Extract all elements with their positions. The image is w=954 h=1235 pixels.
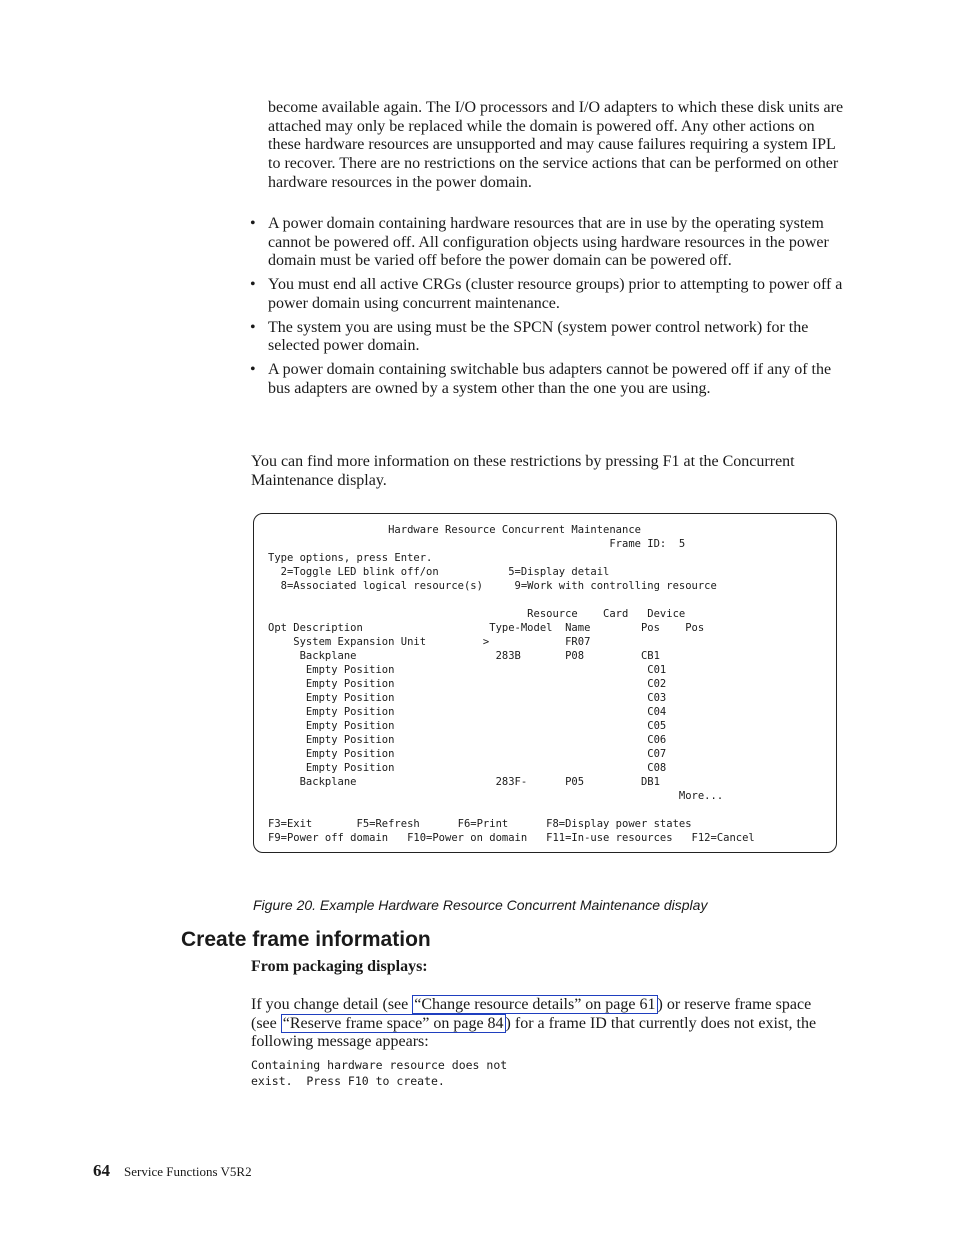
figure-caption: Figure 20. Example Hardware Resource Concurrent Maintenance display <box>253 897 708 913</box>
screen-line: Empty Position C05 <box>268 720 667 732</box>
screen-line: Opt Description Type-Model Name Pos Pos <box>268 622 705 634</box>
screen-line: More... <box>268 790 724 802</box>
screen-line: Empty Position C06 <box>268 734 667 746</box>
screen-line: 8=Associated logical resource(s) 9=Work with controlling resource <box>268 580 717 592</box>
screen-line: Type options, press Enter. <box>268 552 433 564</box>
bullet-icon: • <box>250 318 256 336</box>
screen-line: Empty Position C03 <box>268 692 667 704</box>
restrictions-list <box>250 215 850 403</box>
terminal-screen-text <box>268 523 755 845</box>
screen-line: Hardware Resource Concurrent Maintenance <box>268 524 641 536</box>
list-item: • A power domain containing hardware resources that are in use by the operating system cannot be powered off. All configuration objects using hardware resources in the power domain must be varied off before the power domain can be powered off. <box>250 215 829 270</box>
intro-paragraph: become available again. The I/O processors and I/O adapters to which these disk units are attached may only be replaced while the domain is powered off. Any other actions on these hardware resources are unsupported and may cause failures requiring a system IPL to recover. There are no restrictions on the service actions that can be performed on other hardware resources in the power domain. <box>268 99 844 191</box>
list-item: • The system you are using must be the SPCN (system power control network) for the selected power domain. <box>250 318 809 355</box>
screen-line: Backplane 283F- P05 DB1 <box>268 776 660 788</box>
page-number: 64 <box>93 1161 110 1180</box>
bullet-icon: • <box>250 276 256 294</box>
section-heading: Create frame information <box>181 928 431 951</box>
screen-line: 2=Toggle LED blink off/on 5=Display detail <box>268 566 610 578</box>
subheading: From packaging displays: <box>251 958 428 975</box>
screen-line: Empty Position C02 <box>268 678 667 690</box>
page-footer <box>93 1162 252 1182</box>
screen-line <box>268 803 755 817</box>
screen-line: F9=Power off domain F10=Power on domain F11=In-use resources F12=Cancel <box>268 832 755 844</box>
bullet-icon: • <box>250 360 256 378</box>
screen-line: Backplane 283B P08 CB1 <box>268 650 660 662</box>
bullet-icon: • <box>250 215 256 232</box>
terminal-screen-figure <box>253 513 837 853</box>
reserve-frame-space-link[interactable]: “Reserve frame space” on page 84 <box>282 1014 504 1032</box>
list-item: • A power domain containing switchable bus adapters cannot be powered off if any of the bus adapters are owned by a system other than the one you are using. <box>250 360 832 397</box>
more-info-paragraph: You can find more information on these restrictions by pressing F1 at the Concurrent Maintenance display. <box>251 453 795 489</box>
screen-line: System Expansion Unit > FR07 <box>268 636 591 648</box>
list-item: • You must end all active CRGs (cluster resource groups) prior to attempting to power off a power domain using concurrent maintenance. <box>250 276 843 312</box>
screen-line: Empty Position C07 <box>268 748 667 760</box>
screen-line: Empty Position C01 <box>268 664 667 676</box>
footer-title: Service Functions V5R2 <box>124 1164 252 1179</box>
message-text: Containing hardware resource does not exist. Press F10 to create. <box>251 1058 508 1088</box>
screen-line: F3=Exit F5=Refresh F6=Print F8=Display power states <box>268 818 692 830</box>
screen-line: Empty Position C04 <box>268 706 667 718</box>
screen-line: Frame ID: 5 <box>268 538 686 550</box>
screen-line: Resource Card Device <box>268 608 686 620</box>
screen-line <box>268 593 755 607</box>
change-resource-details-link[interactable]: “Change resource details” on page 61 <box>414 996 656 1013</box>
screen-line: Empty Position C08 <box>268 762 667 774</box>
create-paragraph: If you change detail (see “Change resource details” on page 61 ) or reserve frame space (see “Reserve frame space” on page 84 ) for a frame ID that currently does not exist, the following message appears: <box>251 996 817 1051</box>
